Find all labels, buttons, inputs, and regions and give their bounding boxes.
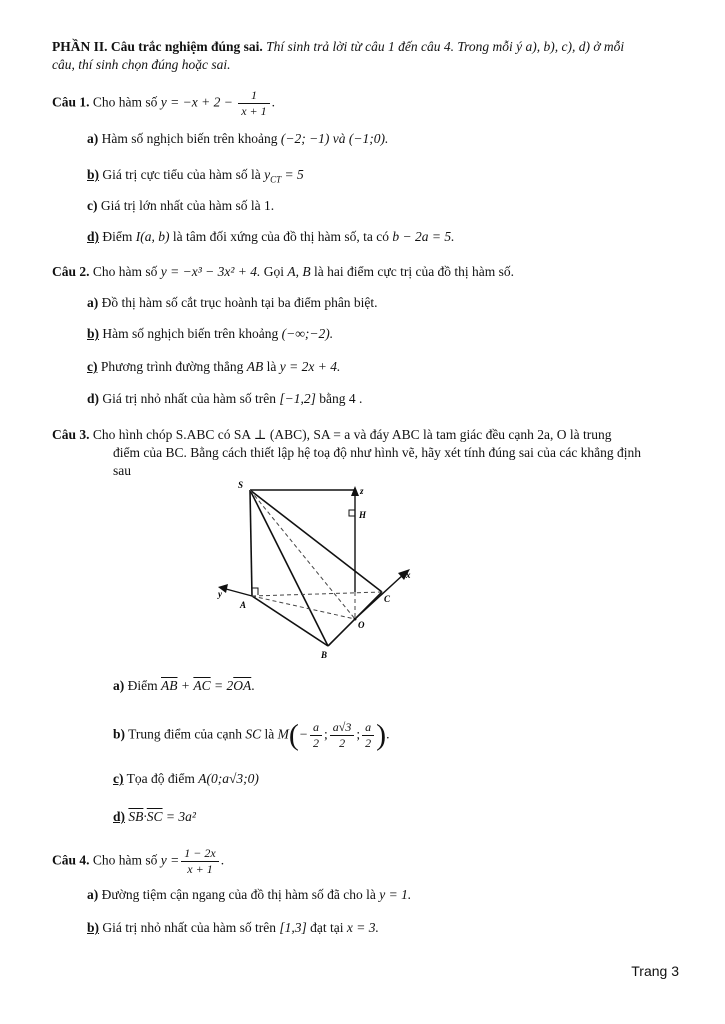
question-1-stem: Câu 1. Cho hàm số y = −x + 2 − $\frac{1}{x + 1}$ . [52, 88, 276, 118]
section-instruction: Thí sinh trả lời từ câu 1 đến câu 4. Trong mỗi ý a), b), c), d) ở mỗi [266, 39, 625, 54]
x-axis [355, 574, 404, 619]
pyramid-figure [200, 474, 430, 664]
q3-option-a: a) Điểm $\overline{AB} + \overline{AC} = 2\overline{OA}$. [113, 678, 255, 693]
q4-option-a: a) Đường tiệm cận ngang của đồ thị hàm số đã cho là y = 1. [87, 887, 412, 902]
edge-SB [250, 490, 328, 646]
q2-option-c: c) Phương trình đường thẳng AB là y = 2x + 4. [87, 359, 341, 374]
edge-AB [252, 596, 328, 646]
edge-SO-dashed [250, 490, 355, 619]
label-O: O [358, 620, 365, 630]
edge-SA [250, 490, 252, 596]
q2-option-a: a) Đồ thị hàm số cắt trục hoành tại ba điểm phân biệt. [87, 295, 378, 310]
q3-option-b: b) Trung điểm của cạnh SC là M(− $\frac{a}{2}$ ; $\frac{a√3}{2}$ ; $\frac{a}{2}$ ). [113, 718, 390, 752]
question-3-stem: Câu 3. Cho hình chóp S.ABC có SA ⊥ (ABC), SA = a và đáy ABC là tam giác đều cạnh 2a, O là trung [52, 427, 612, 442]
question-3-stem-line3: sau [113, 463, 131, 478]
right-angle-H [349, 510, 355, 516]
right-angle-A [252, 588, 258, 595]
point-O [354, 618, 357, 621]
q1-option-a: a) Hàm số nghịch biến trên khoảng (−2; −1) và (−1;0). [87, 131, 389, 146]
q2-option-b: b) Hàm số nghịch biến trên khoảng (−∞;−2). [87, 326, 334, 341]
q3-option-c: c) Tọa độ điểm A(0;a√3;0) [113, 771, 259, 786]
edge-AC-dashed [252, 592, 382, 596]
question-3-stem-line2: điểm của BC. Bằng cách thiết lập hệ toạ độ như hình vẽ, hãy xét tính đúng sai của các khẳng định [113, 445, 642, 460]
q3b-frac-1: $\frac{a}{2}$ [310, 720, 322, 751]
q3-option-d: d) $\overline{SB}\cdot\overline{SC} = 3a^2$ [113, 809, 196, 824]
label-H: H [359, 510, 367, 520]
section-instruction-line2: câu, thí sinh chọn đúng hoặc sai. [52, 57, 231, 72]
page-number: Trang 3 [631, 963, 679, 979]
label-S: S [238, 480, 244, 490]
label-C: C [384, 594, 391, 604]
label-A: A [240, 600, 247, 610]
question-4-stem: Câu 4. Cho hàm số y = $\frac{1 - 2x}{x + 1}$ . [52, 846, 225, 876]
label-y: y [218, 589, 222, 599]
q4-fraction: $\frac{1 - 2x}{x + 1}$ [181, 846, 218, 877]
q4-option-b: b) Giá trị nhỏ nhất của hàm số trên [1,3] đạt tại x = 3. [87, 920, 379, 935]
label-B: B [321, 650, 328, 660]
q1-fraction: $\frac{1}{x + 1}$ [238, 88, 269, 119]
z-axis-arrow [351, 486, 359, 496]
q1-option-c: c) Giá trị lớn nhất của hàm số là 1. [87, 198, 275, 213]
section-heading [52, 38, 624, 56]
y-axis [226, 589, 252, 596]
q1-option-b: b) Giá trị cực tiểu của hàm số là $y_{CT} = 5$ [87, 167, 304, 185]
q3b-frac-2: $\frac{a√3}{2}$ [330, 720, 355, 751]
q2-option-d: d) Giá trị nhỏ nhất của hàm số trên [−1,2] bằng 4 . [87, 391, 363, 406]
label-x: x [406, 570, 411, 580]
section-title: PHẦN II. Câu trắc nghiệm đúng sai. [52, 39, 263, 54]
question-2-stem: Câu 2. Cho hàm số y = −x³ − 3x² + 4. Gọi A, B là hai điểm cực trị của đồ thị hàm số. [52, 264, 515, 279]
q3b-frac-3: $\frac{a}{2}$ [362, 720, 374, 751]
edge-SC [250, 490, 382, 592]
label-z: z [360, 486, 364, 496]
q1-option-d: d) Điểm I(a, b) là tâm đối xứng của đồ thị hàm số, ta có b − 2a = 5. [87, 229, 455, 244]
